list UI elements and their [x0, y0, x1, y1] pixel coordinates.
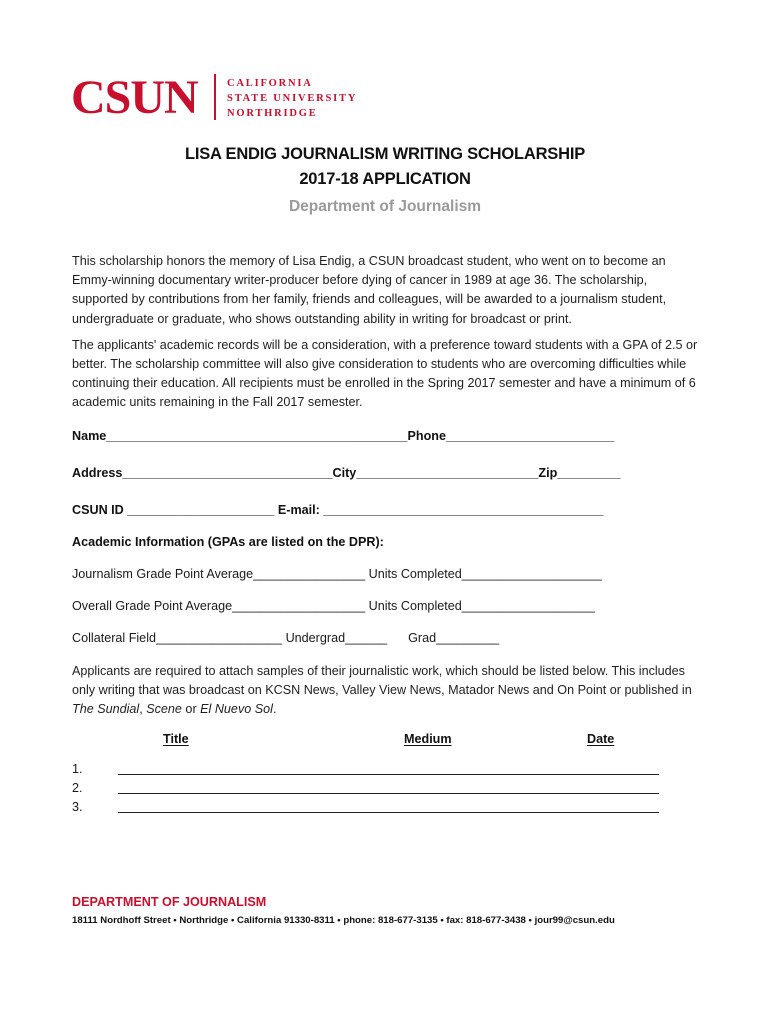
- intro-paragraph-2: The applicants' academic records will be a consideration, with a preference toward students with a GPA of 2.5 or better. The scholarship committee will also give consideration to students who are overcoming difficulties while continuing their education. All recipients must be enrolled in the Spring 2017 semester and have a minimum of 6 academic units remaining in the Fall 2017 semester.: [72, 337, 698, 410]
- csun-wordmark: CSUN: [71, 71, 198, 124]
- collateral-field-row[interactable]: Collateral Field__________________ Undergrad______ Grad_________: [72, 630, 500, 645]
- publication-el-nuevo-sol: El Nuevo Sol: [200, 702, 273, 717]
- address-city-zip-fields[interactable]: Address______________________________City__________________________Zip_________: [72, 465, 621, 480]
- list-item: [72, 779, 700, 798]
- column-medium: Medium: [404, 732, 452, 747]
- list-item: [72, 798, 700, 817]
- works-table-header: [72, 732, 700, 752]
- work-number-3: 3.: [72, 800, 83, 815]
- list-item: [72, 760, 700, 779]
- footer-department: DEPARTMENT OF JOURNALISM: [72, 895, 267, 909]
- works-list: [72, 760, 700, 817]
- logo-line-3: NORTHRIDGE: [227, 108, 318, 119]
- works-instructions: [72, 662, 700, 720]
- works-separator-1: ,: [139, 702, 147, 717]
- work-entry-line-1[interactable]: [118, 774, 659, 775]
- publication-sundial: The Sundial: [72, 702, 140, 717]
- works-instructions-end: .: [272, 702, 277, 717]
- journalism-gpa-units-fields[interactable]: Journalism Grade Point Average________________ Units Completed____________________: [72, 566, 602, 581]
- page-footer: [72, 892, 712, 928]
- logo-line-1: CALIFORNIA: [227, 78, 313, 89]
- work-entry-line-2[interactable]: [118, 793, 659, 794]
- works-separator-2: or: [181, 702, 201, 717]
- csun-id-email-fields[interactable]: CSUN ID _____________________ E-mail: ________________________________________: [72, 502, 604, 517]
- academic-info-heading: Academic Information (GPAs are listed on the DPR):: [72, 534, 384, 549]
- overall-gpa-units-fields[interactable]: Overall Grade Point Average___________________ Units Completed___________________: [72, 598, 595, 613]
- name-phone-fields[interactable]: Name___________________________________________Phone________________________: [72, 428, 615, 443]
- logo-line-2: STATE UNIVERSITY: [227, 93, 358, 104]
- works-instructions-text: Applicants are required to attach samples of their journalistic work, which should be listed below. This includes only writing that was broadcast on KCSN News, Valley View News, Matador News and On Point or published in: [72, 663, 692, 697]
- intro-paragraph-1: This scholarship honors the memory of Lisa Endig, a CSUN broadcast student, who went on to become an Emmy-winning documentary writer-producer before dying of cancer in 1989 at age 36. The scholarship, supported by contributions from her family, friends and colleagues, will be awarded to a journalism student, undergraduate or graduate, who shows outstanding ability in writing for broadcast or print.: [72, 254, 667, 326]
- column-title: Title: [163, 732, 189, 747]
- form-body: [72, 252, 700, 817]
- footer-contact: 18111 Nordhoff Street • Northridge • California 91330-8311 • phone: 818-677-3135 • fax: 818-677-3438 • jour99@csun.edu: [72, 915, 615, 926]
- work-entry-line-3[interactable]: [118, 812, 659, 813]
- publication-scene: Scene: [146, 702, 182, 717]
- application-year: 2017-18 APPLICATION: [299, 170, 471, 188]
- work-number-2: 2.: [72, 781, 83, 796]
- work-number-1: 1.: [72, 762, 83, 777]
- title-block: [0, 142, 770, 220]
- column-date: Date: [587, 732, 615, 747]
- scholarship-title: LISA ENDIG JOURNALISM WRITING SCHOLARSHIP: [184, 145, 586, 163]
- department-subtitle: Department of Journalism: [288, 198, 482, 215]
- logo-divider: [214, 74, 216, 120]
